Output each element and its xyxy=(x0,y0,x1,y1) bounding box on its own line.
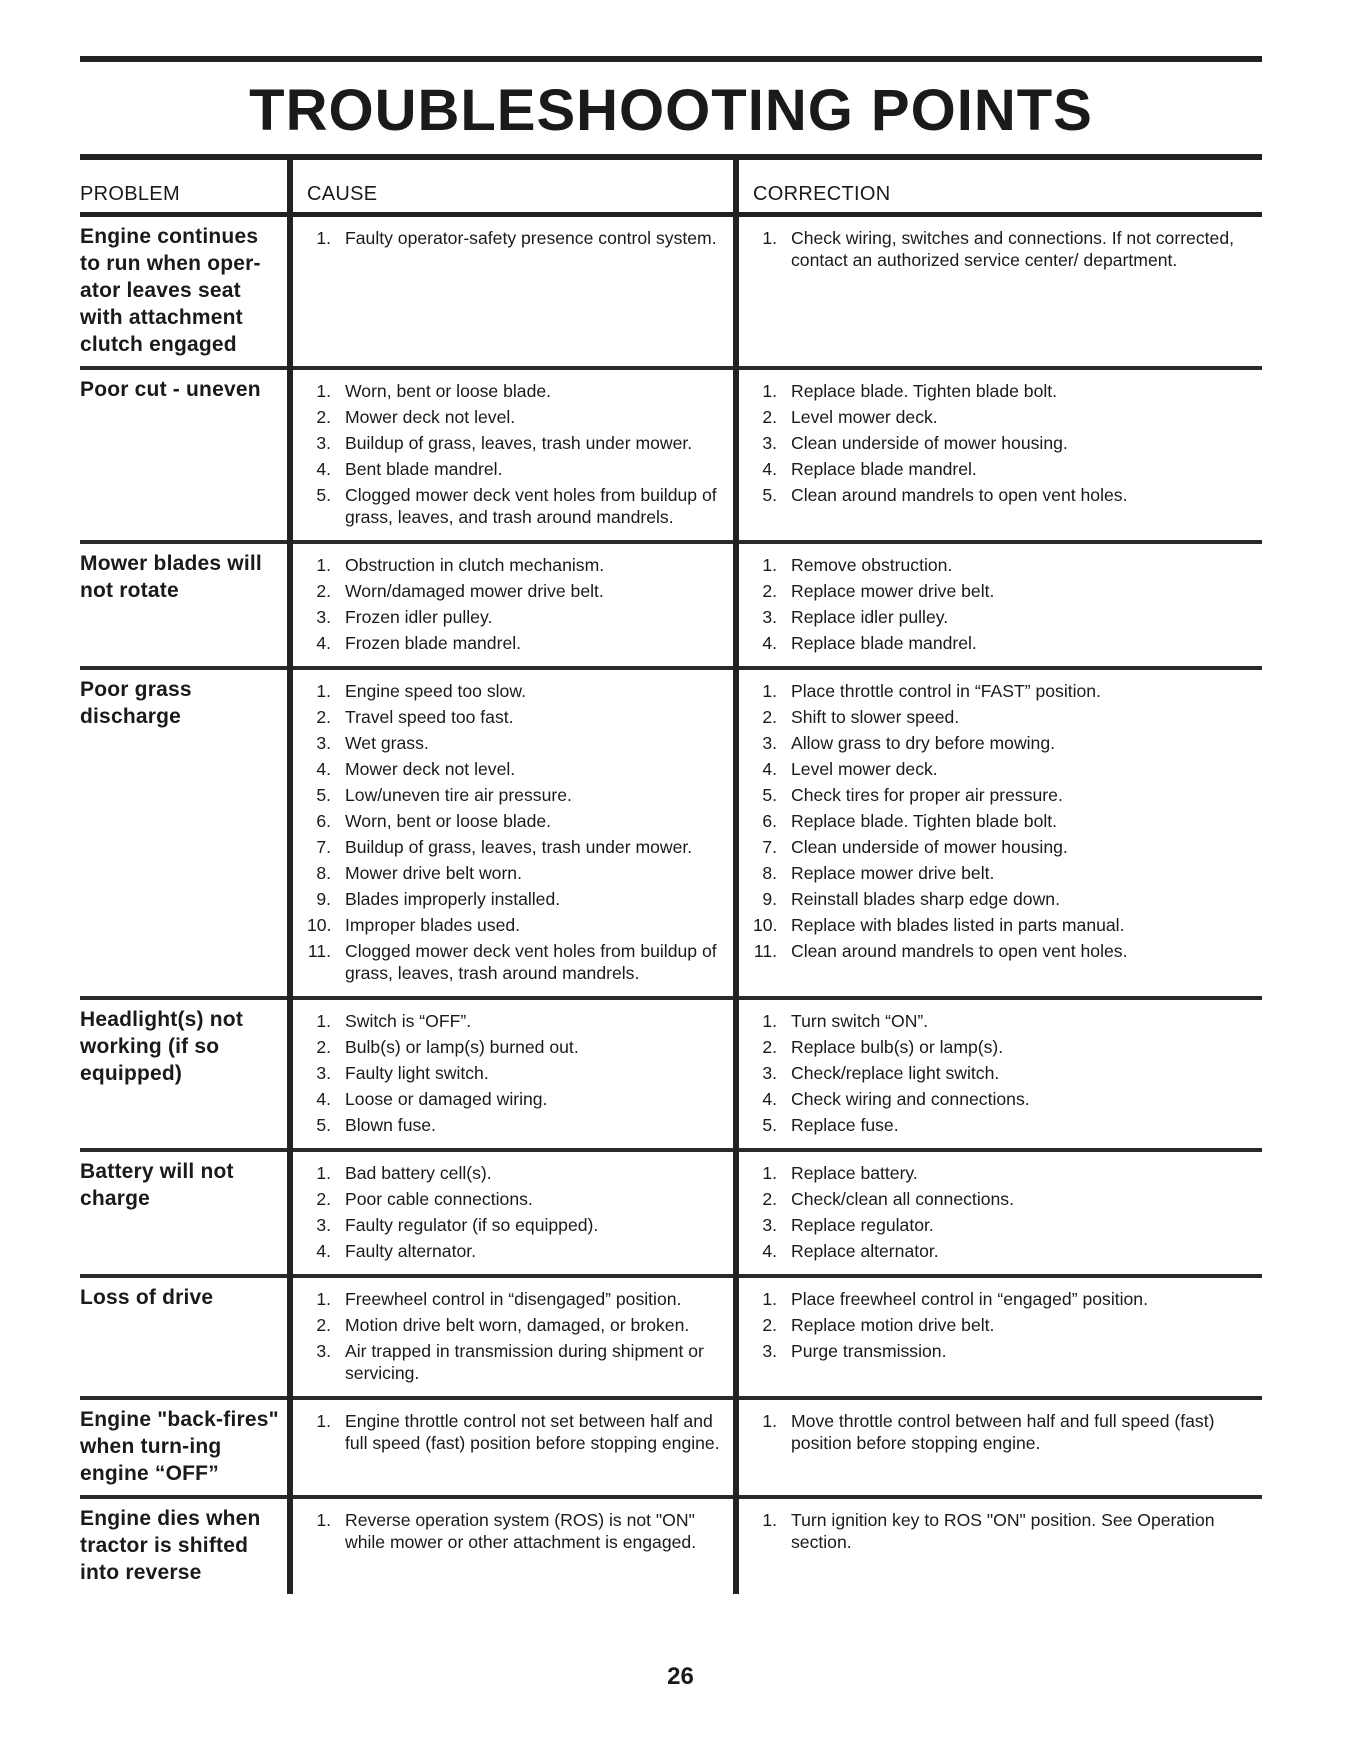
cause-text: Worn/damaged mower drive belt. xyxy=(345,581,604,601)
correction-text: Check tires for proper air pressure. xyxy=(791,785,1063,805)
correction-text: Turn switch “ON”. xyxy=(791,1011,929,1031)
correction-text: Replace motion drive belt. xyxy=(791,1315,995,1335)
cause-text: Loose or damaged wiring. xyxy=(345,1089,548,1109)
item-number: 1. xyxy=(762,228,777,248)
item-number: 1. xyxy=(762,381,777,401)
cause-cell xyxy=(287,1400,733,1495)
correction-text: Clean underside of mower housing. xyxy=(791,837,1068,857)
header-problem: PROBLEM xyxy=(80,183,180,205)
correction-item xyxy=(753,552,1262,578)
item-number: 11. xyxy=(307,941,331,961)
correction-text: Place throttle control in “FAST” position. xyxy=(791,681,1101,701)
correction-item xyxy=(753,1312,1262,1338)
correction-text: Place freewheel control in “engaged” position. xyxy=(791,1289,1148,1309)
correction-item xyxy=(753,578,1262,604)
item-number: 1. xyxy=(316,1510,331,1530)
item-number: 11. xyxy=(753,941,777,961)
troubleshooting-table xyxy=(80,160,1262,1594)
correction-item xyxy=(753,912,1262,938)
correction-item xyxy=(753,482,1262,508)
item-number: 3. xyxy=(762,1215,777,1235)
item-number: 4. xyxy=(762,633,777,653)
page-number: 26 xyxy=(667,1663,694,1690)
item-number: 3. xyxy=(316,733,331,753)
item-number: 3. xyxy=(762,1063,777,1083)
correction-text: Clean underside of mower housing. xyxy=(791,433,1068,453)
item-number: 4. xyxy=(316,459,331,479)
correction-cell xyxy=(733,544,1262,666)
cause-item xyxy=(307,886,733,912)
cause-text: Frozen blade mandrel. xyxy=(345,633,522,653)
correction-text: Check/replace light switch. xyxy=(791,1063,1000,1083)
correction-item xyxy=(753,938,1262,964)
cause-item xyxy=(307,1507,733,1555)
correction-text: Move throttle control between half and full speed (fast) position before stopping engine. xyxy=(791,1411,1215,1453)
item-number: 6. xyxy=(316,811,331,831)
correction-text: Shift to slower speed. xyxy=(791,707,960,727)
correction-item xyxy=(753,1086,1262,1112)
item-number: 3. xyxy=(316,1063,331,1083)
correction-item xyxy=(753,1238,1262,1264)
item-number: 1. xyxy=(762,1163,777,1183)
cause-item xyxy=(307,1160,733,1186)
correction-text: Replace alternator. xyxy=(791,1241,939,1261)
item-number: 4. xyxy=(316,1089,331,1109)
item-number: 3. xyxy=(762,1341,777,1361)
correction-item xyxy=(753,886,1262,912)
correction-text: Replace regulator. xyxy=(791,1215,934,1235)
cause-text: Bad battery cell(s). xyxy=(345,1163,492,1183)
item-number: 2. xyxy=(316,1037,331,1057)
cause-text: Engine throttle control not set between half and full speed (fast) position before stopping engine. xyxy=(345,1411,720,1453)
correction-item xyxy=(753,1008,1262,1034)
item-number: 10. xyxy=(307,915,332,935)
correction-item xyxy=(753,1060,1262,1086)
cause-item xyxy=(307,1408,733,1456)
correction-cell xyxy=(733,1152,1262,1274)
item-number: 1. xyxy=(316,1411,331,1431)
correction-item xyxy=(753,1338,1262,1364)
correction-item xyxy=(753,1034,1262,1060)
table-body xyxy=(80,217,1262,1594)
cause-item xyxy=(307,912,733,938)
item-number: 2. xyxy=(762,1315,777,1335)
item-number: 1. xyxy=(762,555,777,575)
item-number: 2. xyxy=(316,707,331,727)
problem-cell: Battery will not charge xyxy=(80,1160,234,1210)
item-number: 3. xyxy=(316,1341,331,1361)
cause-cell xyxy=(287,670,733,996)
correction-text: Replace blade. Tighten blade bolt. xyxy=(791,811,1058,831)
correction-item xyxy=(753,860,1262,886)
cause-text: Mower deck not level. xyxy=(345,759,516,779)
table-row xyxy=(80,1152,1262,1278)
correction-text: Replace bulb(s) or lamp(s). xyxy=(791,1037,1004,1057)
cause-item xyxy=(307,552,733,578)
correction-item xyxy=(753,678,1262,704)
page-title: TROUBLESHOOTING POINTS xyxy=(249,78,1093,143)
cause-item xyxy=(307,756,733,782)
column-divider xyxy=(733,160,739,1594)
correction-text: Purge transmission. xyxy=(791,1341,947,1361)
cause-text: Obstruction in clutch mechanism. xyxy=(345,555,605,575)
item-number: 5. xyxy=(316,485,331,505)
item-number: 9. xyxy=(316,889,331,909)
correction-text: Check/clean all connections. xyxy=(791,1189,1014,1209)
table-header xyxy=(80,160,1262,212)
cause-item xyxy=(307,678,733,704)
cause-item xyxy=(307,1008,733,1034)
cause-text: Faulty regulator (if so equipped). xyxy=(345,1215,599,1235)
table-row xyxy=(80,1499,1262,1594)
cause-item xyxy=(307,1312,733,1338)
correction-text: Check wiring and connections. xyxy=(791,1089,1030,1109)
item-number: 5. xyxy=(316,785,331,805)
cause-item xyxy=(307,1286,733,1312)
cause-item xyxy=(307,1086,733,1112)
item-number: 2. xyxy=(762,581,777,601)
cause-text: Bulb(s) or lamp(s) burned out. xyxy=(345,1037,579,1057)
correction-item xyxy=(753,604,1262,630)
item-number: 1. xyxy=(762,1510,777,1530)
item-number: 3. xyxy=(762,433,777,453)
correction-item xyxy=(753,630,1262,656)
table-row xyxy=(80,544,1262,670)
cause-item xyxy=(307,808,733,834)
correction-item xyxy=(753,225,1262,273)
item-number: 3. xyxy=(316,607,331,627)
cause-item xyxy=(307,604,733,630)
cause-text: Travel speed too fast. xyxy=(345,707,514,727)
cause-text: Mower deck not level. xyxy=(345,407,516,427)
item-number: 7. xyxy=(762,837,777,857)
correction-text: Replace idler pulley. xyxy=(791,607,949,627)
correction-item xyxy=(753,1286,1262,1312)
correction-text: Replace blade mandrel. xyxy=(791,459,977,479)
cause-text: Worn, bent or loose blade. xyxy=(345,381,552,401)
table-row xyxy=(80,1278,1262,1400)
cause-item xyxy=(307,860,733,886)
problem-cell: Poor cut - uneven xyxy=(80,378,261,401)
cause-item xyxy=(307,630,733,656)
correction-cell xyxy=(733,1400,1262,1495)
item-number: 5. xyxy=(762,485,777,505)
table-row xyxy=(80,670,1262,1000)
cause-item xyxy=(307,1034,733,1060)
cause-text: Worn, bent or loose blade. xyxy=(345,811,552,831)
correction-text: Replace battery. xyxy=(791,1163,918,1183)
cause-text: Faulty light switch. xyxy=(345,1063,489,1083)
item-number: 8. xyxy=(316,863,331,883)
problem-cell: Engine dies when tractor is shifted into reverse xyxy=(80,1507,261,1584)
correction-item xyxy=(753,1507,1262,1555)
cause-item xyxy=(307,1238,733,1264)
problem-cell: Mower blades will not rotate xyxy=(80,552,262,602)
cause-cell xyxy=(287,544,733,666)
cause-cell xyxy=(287,1000,733,1148)
correction-item xyxy=(753,1186,1262,1212)
cause-text: Switch is “OFF”. xyxy=(345,1011,472,1031)
item-number: 1. xyxy=(316,1011,331,1031)
correction-cell xyxy=(733,670,1262,996)
cause-text: Buildup of grass, leaves, trash under mower. xyxy=(345,433,693,453)
correction-cell xyxy=(733,1499,1262,1594)
correction-text: Clean around mandrels to open vent holes. xyxy=(791,485,1128,505)
item-number: 2. xyxy=(762,707,777,727)
item-number: 1. xyxy=(762,1411,777,1431)
cause-text: Faulty alternator. xyxy=(345,1241,477,1261)
cause-item xyxy=(307,834,733,860)
correction-text: Remove obstruction. xyxy=(791,555,953,575)
cause-text: Blades improperly installed. xyxy=(345,889,561,909)
cause-item xyxy=(307,1060,733,1086)
item-number: 1. xyxy=(316,555,331,575)
cause-item xyxy=(307,578,733,604)
cause-item xyxy=(307,482,733,530)
cause-text: Mower drive belt worn. xyxy=(345,863,522,883)
cause-text: Improper blades used. xyxy=(345,915,521,935)
correction-item xyxy=(753,378,1262,404)
cause-item xyxy=(307,1338,733,1386)
item-number: 5. xyxy=(762,1115,777,1135)
item-number: 4. xyxy=(762,459,777,479)
cause-text: Engine speed too slow. xyxy=(345,681,526,701)
correction-item xyxy=(753,730,1262,756)
header-cause: CAUSE xyxy=(307,183,378,205)
cause-item xyxy=(307,730,733,756)
cause-item xyxy=(307,456,733,482)
cause-cell xyxy=(287,1499,733,1594)
cause-item xyxy=(307,704,733,730)
correction-text: Replace mower drive belt. xyxy=(791,863,995,883)
correction-item xyxy=(753,834,1262,860)
correction-item xyxy=(753,456,1262,482)
item-number: 4. xyxy=(316,759,331,779)
item-number: 2. xyxy=(316,407,331,427)
item-number: 5. xyxy=(762,785,777,805)
cause-text: Blown fuse. xyxy=(345,1115,436,1135)
item-number: 3. xyxy=(316,433,331,453)
cause-item xyxy=(307,225,733,251)
cause-item xyxy=(307,782,733,808)
correction-text: Level mower deck. xyxy=(791,407,938,427)
correction-text: Replace mower drive belt. xyxy=(791,581,995,601)
item-number: 2. xyxy=(316,581,331,601)
correction-cell xyxy=(733,1278,1262,1396)
item-number: 2. xyxy=(762,407,777,427)
item-number: 1. xyxy=(316,1289,331,1309)
item-number: 1. xyxy=(316,381,331,401)
item-number: 4. xyxy=(316,633,331,653)
cause-text: Low/uneven tire air pressure. xyxy=(345,785,572,805)
troubleshooting-page xyxy=(80,56,1262,1594)
header-correction: CORRECTION xyxy=(753,183,891,205)
item-number: 2. xyxy=(316,1189,331,1209)
correction-text: Turn ignition key to ROS "ON" position. See Operation section. xyxy=(791,1510,1215,1552)
cause-text: Clogged mower deck vent holes from buildup of grass, leaves, trash around mandrels. xyxy=(345,941,717,983)
problem-cell: Loss of drive xyxy=(80,1286,214,1309)
item-number: 4. xyxy=(762,1241,777,1261)
correction-item xyxy=(753,704,1262,730)
cause-text: Reverse operation system (ROS) is not "ON" while mower or other attachment is engaged. xyxy=(345,1510,697,1552)
item-number: 3. xyxy=(762,607,777,627)
cause-text: Air trapped in transmission during shipment or servicing. xyxy=(345,1341,704,1383)
cause-cell xyxy=(287,1152,733,1274)
cause-text: Frozen idler pulley. xyxy=(345,607,493,627)
correction-cell xyxy=(733,370,1262,540)
item-number: 1. xyxy=(316,1163,331,1183)
item-number: 3. xyxy=(762,733,777,753)
item-number: 1. xyxy=(762,1011,777,1031)
cause-text: Motion drive belt worn, damaged, or broken. xyxy=(345,1315,690,1335)
cause-cell xyxy=(287,370,733,540)
item-number: 4. xyxy=(762,759,777,779)
correction-item xyxy=(753,756,1262,782)
item-number: 8. xyxy=(762,863,777,883)
item-number: 1. xyxy=(762,681,777,701)
item-number: 5. xyxy=(316,1115,331,1135)
item-number: 4. xyxy=(316,1241,331,1261)
table-row xyxy=(80,217,1262,370)
correction-text: Replace blade mandrel. xyxy=(791,633,977,653)
correction-item xyxy=(753,1160,1262,1186)
correction-item xyxy=(753,808,1262,834)
table-row xyxy=(80,1400,1262,1499)
correction-text: Replace blade. Tighten blade bolt. xyxy=(791,381,1058,401)
item-number: 1. xyxy=(316,228,331,248)
cause-cell xyxy=(287,217,733,366)
item-number: 9. xyxy=(762,889,777,909)
correction-item xyxy=(753,1112,1262,1138)
item-number: 4. xyxy=(762,1089,777,1109)
cause-text: Faulty operator-safety presence control system. xyxy=(345,228,717,248)
correction-text: Level mower deck. xyxy=(791,759,938,779)
item-number: 1. xyxy=(316,681,331,701)
problem-cell: Poor grass discharge xyxy=(80,678,192,728)
item-number: 10. xyxy=(753,915,778,935)
correction-text: Check wiring, switches and connections. If not corrected, contact an authorized service center/ department. xyxy=(791,228,1234,270)
table-row xyxy=(80,1000,1262,1152)
correction-cell xyxy=(733,1000,1262,1148)
correction-text: Clean around mandrels to open vent holes. xyxy=(791,941,1128,961)
correction-text: Allow grass to dry before mowing. xyxy=(791,733,1056,753)
correction-item xyxy=(753,782,1262,808)
correction-item xyxy=(753,404,1262,430)
item-number: 6. xyxy=(762,811,777,831)
problem-cell: Headlight(s) not working (if so equipped) xyxy=(80,1008,244,1085)
item-number: 2. xyxy=(316,1315,331,1335)
cause-item xyxy=(307,1112,733,1138)
problem-cell: Engine continues to run when oper-ator leaves seat with attachment clutch engaged xyxy=(80,225,261,356)
item-number: 2. xyxy=(762,1037,777,1057)
cause-cell xyxy=(287,1278,733,1396)
column-divider xyxy=(287,160,293,1594)
item-number: 2. xyxy=(762,1189,777,1209)
cause-text: Freewheel control in “disengaged” position. xyxy=(345,1289,682,1309)
correction-text: Reinstall blades sharp edge down. xyxy=(791,889,1060,909)
item-number: 3. xyxy=(316,1215,331,1235)
cause-item xyxy=(307,938,733,986)
item-number: 7. xyxy=(316,837,331,857)
cause-item xyxy=(307,1186,733,1212)
correction-item xyxy=(753,1408,1262,1456)
item-number: 1. xyxy=(762,1289,777,1309)
cause-text: Wet grass. xyxy=(345,733,429,753)
cause-item xyxy=(307,1212,733,1238)
cause-item xyxy=(307,430,733,456)
table-row xyxy=(80,370,1262,544)
cause-text: Poor cable connections. xyxy=(345,1189,533,1209)
correction-item xyxy=(753,430,1262,456)
cause-text: Clogged mower deck vent holes from buildup of grass, leaves, and trash around mandrels. xyxy=(345,485,717,527)
cause-text: Buildup of grass, leaves, trash under mower. xyxy=(345,837,693,857)
cause-item xyxy=(307,404,733,430)
correction-text: Replace fuse. xyxy=(791,1115,899,1135)
cause-item xyxy=(307,378,733,404)
problem-cell: Engine "back-fires" when turn-ing engine “OFF” xyxy=(80,1408,279,1485)
correction-cell xyxy=(733,217,1262,366)
correction-item xyxy=(753,1212,1262,1238)
cause-text: Bent blade mandrel. xyxy=(345,459,503,479)
correction-text: Replace with blades listed in parts manual. xyxy=(791,915,1125,935)
